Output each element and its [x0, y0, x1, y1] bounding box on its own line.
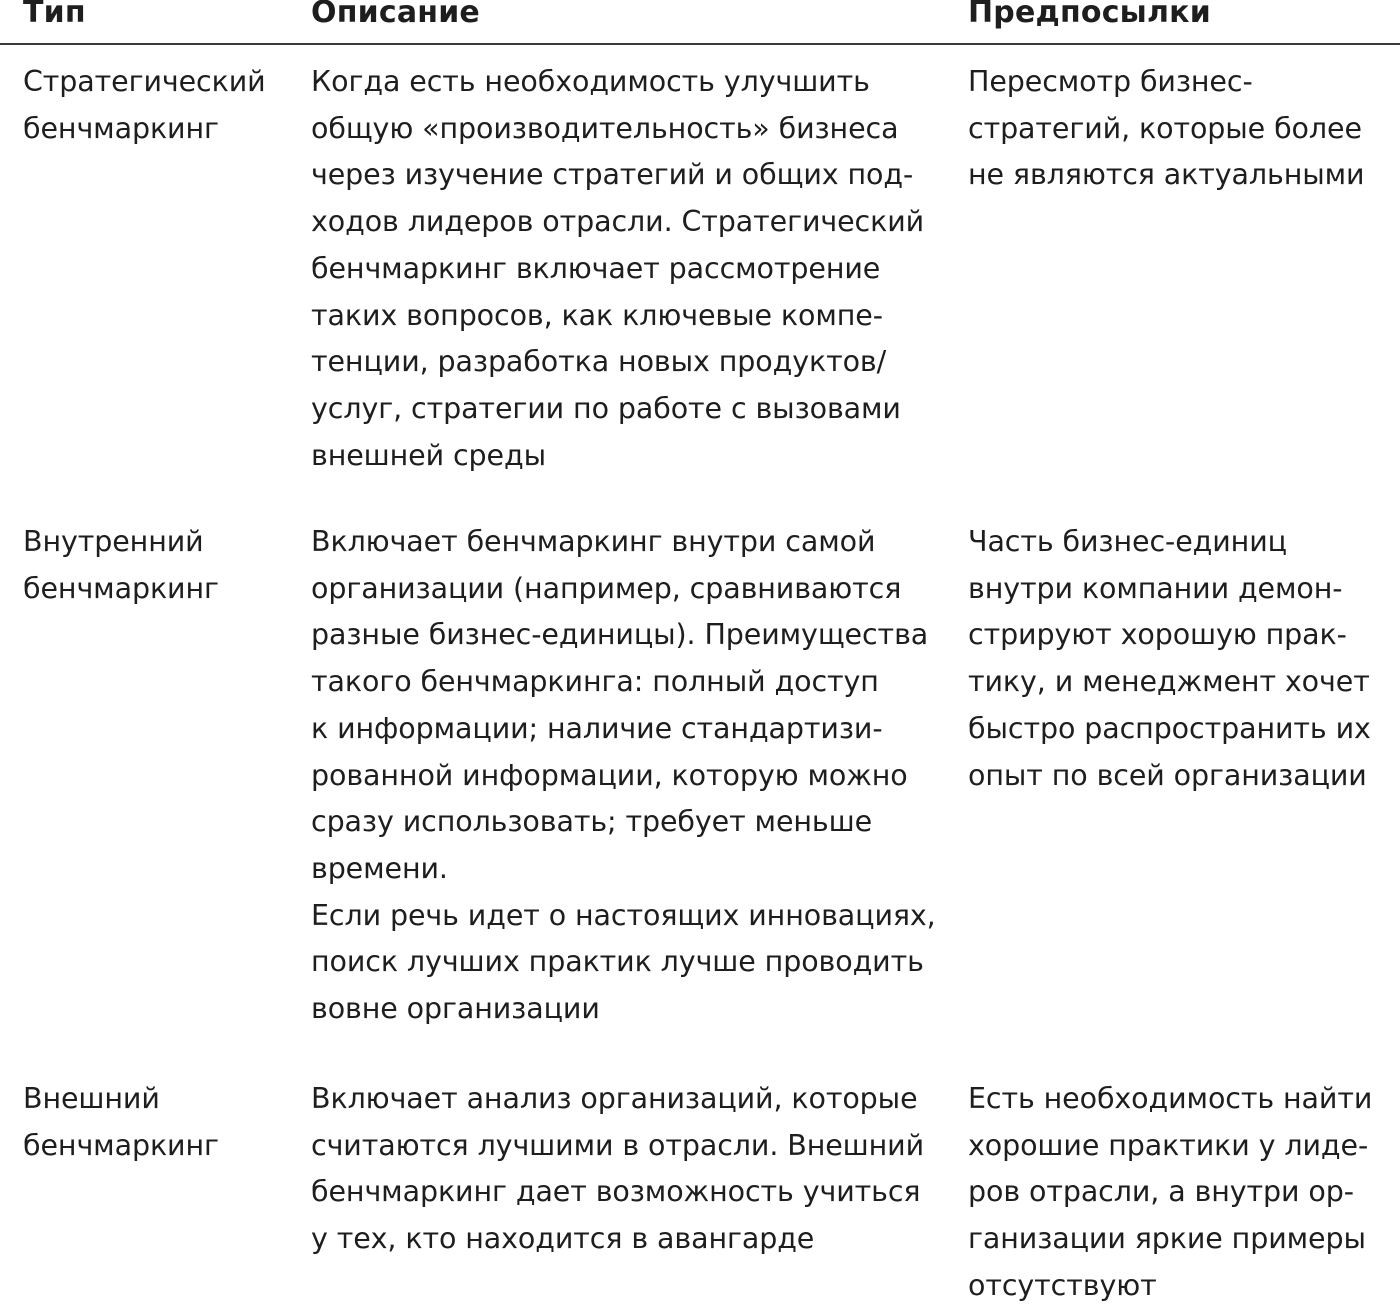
cell-type: Стратегический бенчмаркинг [23, 65, 266, 145]
cell-prerequisites: Часть бизнес-единиц внутри компании демон- стрируют хорошую прак- тику, и менеджмент хочет быстро распространить их опыт по всей организации [968, 525, 1371, 792]
cell-type: Внутренний бенчмаркинг [23, 525, 219, 605]
cell-prerequisites: Есть необходимость найти хорошие практики у лиде- ров отрасли, а внутри ор- ганизации яркие примеры отсутствуют [968, 1082, 1373, 1302]
header-description: Описание [311, 0, 480, 30]
cell-type: Внешний бенчмаркинг [23, 1082, 219, 1162]
cell-description: Включает бенчмаркинг внутри самой организации (например, сравниваются разные бизнес-единицы). Преимущества такого бенчмаркинга: полный доступ к информации; наличие стандартизи- рованной информации, которую можно сразу использовать; требует меньше времени. Если речь идет о настоящих инновациях, поиск лучших практик лучше проводить вовне организации [311, 525, 936, 1026]
header-prerequisites: Предпосылки [968, 0, 1211, 30]
cell-prerequisites: Пересмотр бизнес- стратегий, которые более не являются актуальными [968, 65, 1365, 192]
header-divider [0, 43, 1400, 45]
table-header [0, 0, 1400, 44]
header-type: Тип [23, 0, 86, 30]
cell-description: Включает анализ организаций, которые считаются лучшими в отрасли. Внешний бенчмаркинг дает возможность учиться у тех, кто находится в авангарде [311, 1082, 925, 1256]
cell-description: Когда есть необходимость улучшить общую «производительность» бизнеса через изучение стратегий и общих под- ходов лидеров отрасли. Стратегический бенчмаркинг включает рассмотрение таких вопросов, как ключевые компе- тенции, разработка новых продуктов/ услуг, стратегии по работе с вызовами внешней среды [311, 65, 925, 472]
